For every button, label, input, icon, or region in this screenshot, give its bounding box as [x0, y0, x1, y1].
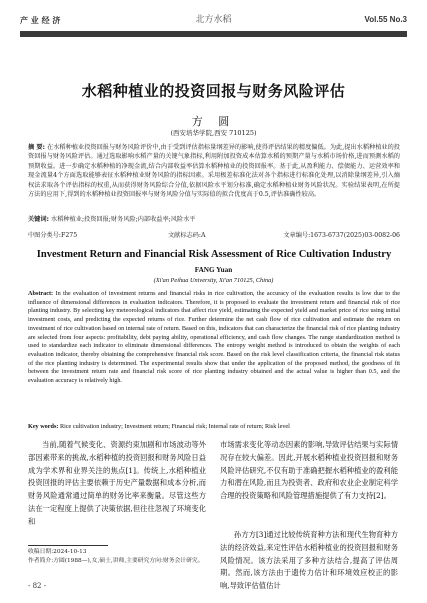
abstract-en-label: Abstract: [28, 290, 54, 297]
journal-name: 北方水稻 [195, 15, 232, 25]
author-name-en: FANG Yuan [194, 266, 233, 274]
clc-number: 中图分类号:F275 [28, 232, 78, 239]
section-label: 产 业 经 济 [20, 16, 61, 25]
abstract-en [28, 290, 400, 386]
body-column-right [220, 439, 398, 593]
abstract-cn-label: 摘 要: [28, 144, 46, 151]
article-title-cn: 水稻种植业的投资回报与财务风险评估 [81, 82, 346, 100]
article-title-en: Investment Return and Financial Risk Assessment of Rice Cultivation Industry [36, 249, 392, 260]
abstract-en-text: In the evaluation of investment returns and financial risks in rice cultivation, the accuracy of the evaluation results is low due to the influence of dimensional differences in evaluation indicators. Therefore, it is proposed to evaluate the investment return and financial risk of rice planting industry. By selecting key meteorological indicators that affect rice yield, estimating the expected yield and market price of rice using initial investment costs, and predicting the expected returns of rice. Further determine the net cash flow of rice cultivation and estimate the return on investment of rice cultivation based on internal rate of return. Based on this, indicators that can characterize the financial risk of rice planting industry are selected from four aspects: profitability, debt paying ability, operational efficiency, and cash flow changes. The range standardization method is used to standardize each indicator to eliminate dimensional differences. The entropy weight method is introduced to obtain the weights of each evaluation indicator, thereby obtaining the comprehensive financial risk score. Based on the risk level classification criteria, the financial risk status of the rice planting industry is determined. The experimental results show that under the application of the proposed method, the goodness of fit between the investment return rate and financial risk score of rice planting industry obtained and the actual value is higher than 0.5, and the evaluation accuracy is relatively high. [28, 290, 400, 385]
document-code: 文献标志码:A [168, 232, 206, 239]
received-date: 收稿日期:2024-10-13 [28, 549, 87, 555]
header-rule [20, 31, 407, 37]
abstract-cn-text: 在水稻种植业投资回报与财务风险评价中,由于受到评估指标量纲差异的影响,使得评估结果的精度偏低。为此,提出水稻种植业的投资回报与财务风险评估。通过选取影响水稻产量的关键气象指标,利用附加投资成本估算水稻的预期产量与水稻市场价格,进而预测水稻的预期收益。进一步确定水稻种植的净现金流,结合内部收益率估算水稻种植业的投资回报率。基于此,从盈利能力、偿债能力、运营效率和现金流量4个方面选取能够表征水稻种植业财务风险的指标因素。采用极差标准化法对各个指标进行标准化处理,以消除量纲差异,引入熵权法求取各个评估指标的权重,从而获得财务风险综合分值,依据风险水平划分标准,确定水稻种植业财务风险状况。实验结果表明,在所提方法的应用下,得到的水稻种植业投资回报率与财务风险分值与实际值的拟合优度高于0.5,评估准确性较高。 [28, 144, 400, 199]
article-number: 文章编号:1673-6737(2025)03-0082-06 [283, 232, 400, 239]
body-paragraph: 市场需求变化等动态因素的影响,导致评估结果与实际情况存在较大偏差。因此,开展水稻种植业投资回报和财务风险评估研究,不仅有助于准确把握水稻种植业的盈利能力和潜在风险,而且为投资者、政府和农业企业制定科学合理的投资策略和风险管理措施提供了有力支持[2]。 [220, 440, 398, 501]
affiliation-cn: (西安培华学院,西安 710125) [170, 129, 257, 137]
abstract-cn [28, 143, 400, 199]
affiliation-en: (Xi'an Peihua University, Xi'an 710125, China) [153, 277, 274, 284]
keywords-en-text: Rice cultivation industry; Investment return; Financial risk; Internal rate of return; Risk level [59, 423, 290, 430]
keywords-en-label: Key words: [28, 423, 59, 430]
page-number: - 82 - [28, 582, 47, 590]
body-paragraph: 孙方方[3]通过比较传统育种方法和现代生物育种方法的经济效益,来定性评估水稻种植业的投资回报和财务风险情况。该方法采用了多种方法结合,提高了评估周期。然而,该方法由于遗传力估计和环境效应校正的影响,导致评估值估计 [220, 530, 398, 591]
classification-row [28, 230, 400, 240]
keywords-cn-text: 水稻种植业;投资回报;财务风险;内部收益率;风险水平 [51, 216, 196, 223]
footnote-rule [28, 545, 108, 546]
running-header [20, 12, 407, 32]
author-name-cn: 方 圆 [191, 115, 236, 128]
body-paragraph: 当前,随着气候变化、资源约束加剧和市场波动等外部因素带来的挑战,水稻种植的投资回报和财务风险日益成为学术界和业界关注的焦点[1]。传统上,水稻种植业投资回报的评估主要依赖于历史产量数据和成本分析,而财务风险通常通过简单的财务比率来衡量。尽管这些方法在一定程度上提供了决策依据,但往往忽视了环境变化和 [28, 440, 206, 526]
volume-number: Vol.55 No.3 [364, 15, 407, 24]
body-column-left [28, 439, 206, 541]
keywords-cn [28, 215, 400, 224]
author-bio: 作者简介:方圆(1988—),女,硕士,讲师,主要研究方向:财务会计研究。 [28, 558, 204, 564]
keywords-cn-label: 关键词: [28, 216, 50, 223]
keywords-en [28, 423, 400, 432]
